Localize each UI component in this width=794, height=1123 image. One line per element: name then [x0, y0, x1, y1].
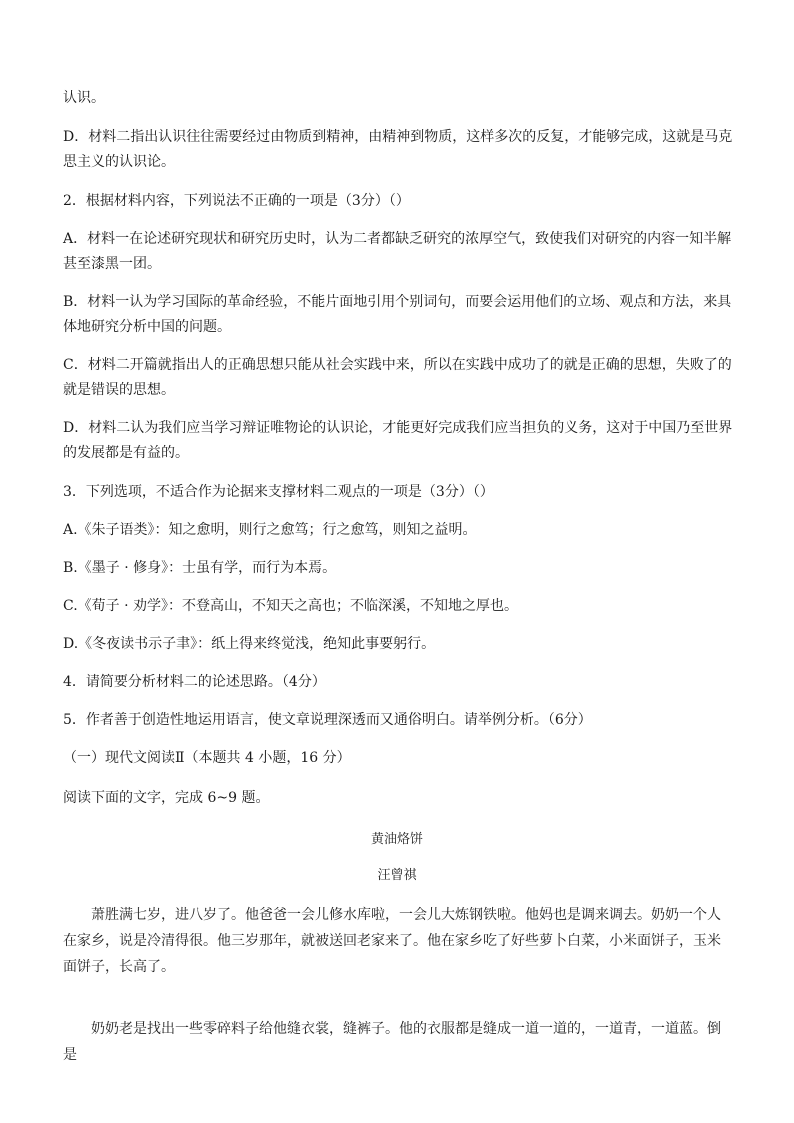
question-3-option-c: C.《荀子 · 劝学》：不登高山，不知天之高也；不临深溪，不知地之厚也。 — [63, 598, 519, 614]
text-line-continuation: 认识。 — [63, 90, 105, 106]
reading-instruction: 阅读下面的文字，完成 6~9 题。 — [63, 790, 270, 806]
question-3-option-a: A.《朱子语类》：知之愈明，则行之愈笃；行之愈笃，则知之益明。 — [63, 522, 477, 538]
question-2-option-d: D．材料二认为我们应当学习辩证唯物论的认识论，才能更好完成我们应当担负的义务，这对于中国乃至世界的发展都是有益的。 — [63, 420, 733, 461]
question-4: 4．请简要分析材料二的论述思路。（4分） — [63, 674, 326, 690]
section-heading: （一）现代文阅读Ⅱ（本题共 4 小题，16 分） — [63, 750, 351, 766]
story-paragraph-1: 萧胜满七岁，进八岁了。他爸爸一会儿修水库啦，一会儿大炼钢铁啦。他妈也是调来调去。奶奶一个人在家乡，说是冷清得很。他三岁那年，就被送回老家来了。他在家乡吃了好些萝卜白菜，小米面饼子，玉米面饼子，长高了。 — [63, 907, 721, 975]
question-2-option-b: B．材料一认为学习国际的革命经验，不能片面地引用个别词句，而要会运用他们的立场、观点和方法，来具体地研究分析中国的问题。 — [63, 294, 732, 335]
option-d-material-two: D．材料二指出认识往往需要经过由物质到精神，由精神到物质，这样多次的反复，才能够完成，这就是马克思主义的认识论。 — [63, 129, 733, 170]
question-3-option-b: B.《墨子 · 修身》：士虽有学，而行为本焉。 — [63, 560, 337, 576]
question-3-option-d: D.《冬夜读书示子聿》：纸上得来终觉浅，绝知此事要躬行。 — [63, 636, 436, 652]
story-paragraph-2: 奶奶老是找出一些零碎料子给他缝衣裳，缝裤子。他的衣服都是缝成一道一道的，一道青，一道蓝。倒是 — [63, 1021, 721, 1063]
question-2-option-a: A．材料一在论述研究现状和研究历史时，认为二者都缺乏研究的浓厚空气，致使我们对研究的内容一知半解甚至漆黑一团。 — [63, 231, 732, 272]
question-5: 5．作者善于创造性地运用语言，使文章说理深透而又通俗明白。请举例分析。（6分） — [63, 712, 592, 728]
story-author: 汪曾祺 — [377, 868, 417, 883]
question-2-option-c: C．材料二开篇就指出人的正确思想只能从社会实践中来，所以在实践中成功了的就是正确的思想，失败了的就是错误的思想。 — [63, 357, 732, 398]
question-2: 2．根据材料内容，下列说法不正确的一项是（3分）（） — [63, 193, 410, 209]
question-3: 3．下列选项，不适合作为论据来支撑材料二观点的一项是（3分）（） — [63, 484, 494, 500]
story-title: 黄油烙饼 — [370, 832, 423, 847]
